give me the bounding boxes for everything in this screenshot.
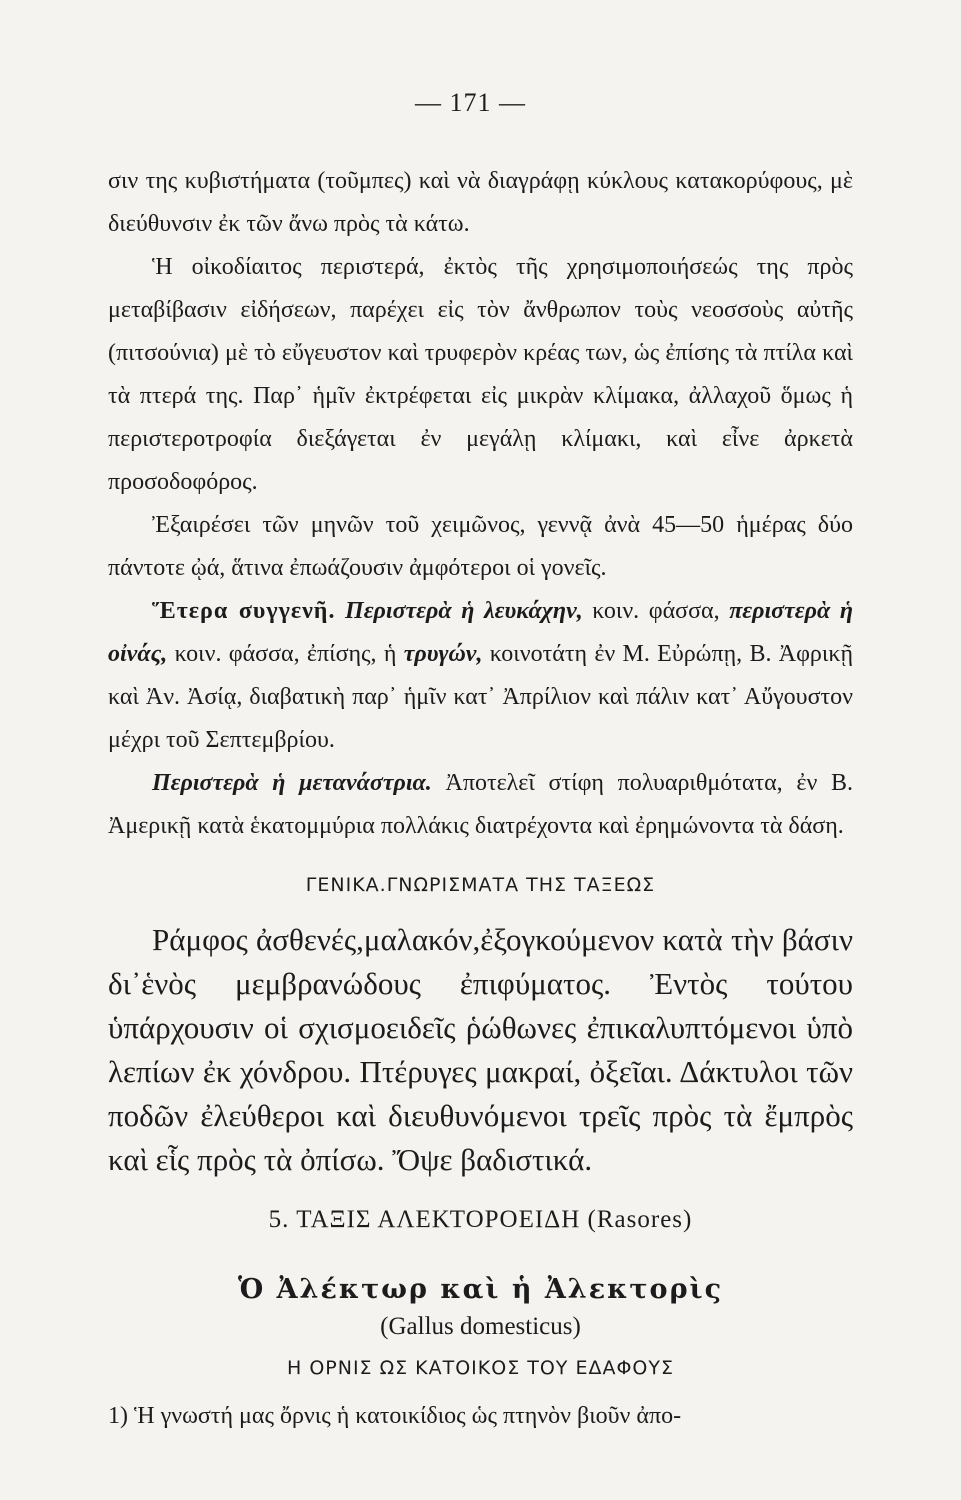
- pigeon-text-block: [108, 160, 853, 848]
- characteristics-heading: ΓΕΝΙΚΑ.ΓΝΩΡΙΣΜΑΤΑ ΤΗΣ ΤΑΞΕΩΣ: [305, 874, 656, 896]
- numbered-paragraph: 1) Ἡ γνωστή μας ὄρνις ἡ κατοικίδιος ὡς πτηνὸν βιοῦν ἀπο-: [108, 1403, 682, 1429]
- paragraph-passenger-pigeon: [108, 762, 853, 848]
- page-number: — 171 —: [415, 88, 526, 117]
- paragraph-breeding: Ἐξαιρέσει τῶν μηνῶν τοῦ χειμῶνος, γεννᾷ ἀνὰ 45—50 ἡμέρας δύο πάντοτε ᾠά, ἅτινα ἐπωάζουσιν ἀμφότεροι οἱ γονεῖς.: [108, 512, 853, 581]
- species-name: περιστερὰ ἡ οἰνάς,: [108, 598, 853, 667]
- species-title: Ὁ Ἀλέκτωρ καὶ ἡ Ἀλεκτορὶς: [237, 1274, 724, 1305]
- paragraph-domestic-pigeon: Ἡ οἰκοδίαιτος περιστερά, ἐκτὸς τῆς χρησιμοποιήσεώς της πρὸς μεταβίβασιν εἰδήσεων, παρέχει εἰς τὸν ἄνθρωπον τοὺς νεοσσοὺς αὐτῆς (πιτσούνια) μὲ τὸ εὔγευστον καὶ τρυφερὸν κρέας των, ὡς ἐπίσης τὰ πτίλα καὶ τὰ πτερά της. Παρ᾿ ἡμῖν ἐκτρέφεται εἰς μικρὰν κλίμακα, ἀλλαχοῦ ὅμως ἡ περιστεροτροφία διεξάγεται ἐν μεγάλῃ κλίμακι, καὶ εἶνε ἀρκετὰ προσοδοφόρος.: [108, 254, 853, 495]
- text-run: κοιν. φάσσα,: [582, 598, 730, 624]
- species-name: τρυγών,: [403, 641, 483, 667]
- species-name: Περιστερὰ ἡ μετανάστρια.: [152, 770, 432, 796]
- related-label: Ἕτερα συγγενῆ.: [152, 598, 336, 624]
- text-run: Ἀποτελεῖ στίφη πολυαριθμότατα, ἐν Β. Ἀμερικῇ κατὰ ἑκατομμύρια πολλάκις διατρέχοντα καὶ ἐρημώνοντα τὰ δάση.: [108, 770, 854, 839]
- text-run: κοινοτάτη ἐν Μ. Εὐρώπῃ, Β. Ἀφρικῇ καὶ Ἀν. Ἀσίᾳ, διαβατικὴ παρ᾿ ἡμῖν κατ᾿ Ἀπρίλιον καὶ πάλιν κατ᾿ Αὔγουστον μέχρι τοῦ Σεπτεμβρίου.: [108, 641, 853, 753]
- text-run: κοιν. φάσσα, ἐπίσης, ἡ: [167, 641, 404, 667]
- book-page: [108, 88, 853, 1430]
- section-subheading: Η ΟΡΝΙΣ ΩΣ ΚΑΤΟΙΚΟΣ ΤΟΥ ΕΔΑΦΟΥΣ: [287, 1357, 674, 1379]
- paragraph-continued: σιν της κυβιστήματα (τοῦμπες) καὶ νὰ διαγράφῃ κύκλους κατακορύφους, μὲ διεύθυνσιν ἐκ τῶν ἄνω πρὸς τὰ κάτω.: [108, 168, 853, 237]
- species-name: Περιστερὰ ἡ λευκάχην,: [345, 598, 583, 624]
- characteristics-text: Ράμφος ἀσθενές,μαλακόν,ἐξογκούμενον κατὰ τὴν βάσιν δι᾿ἑνὸς μεμβρανώδους ἐπιφύματος. Ἐντὸς τούτου ὑπάρχουσιν οἱ σχισμοειδεῖς ῥώθωνες ἐπικαλυπτόμενοι ὑπὸ λεπίων ἐκ χόνδρου. Πτέρυγες μακραί, ὀξεῖαι. Δάκτυλοι τῶν ποδῶν ἐλεύθεροι καὶ διευθυνόμενοι τρεῖς πρὸς τὰ ἔμπρὸς καὶ εἷς πρὸς τὰ ὀπίσω. Ὄψε βαδιστικά.: [108, 922, 853, 1177]
- paragraph-related-species: [108, 590, 853, 762]
- latin-name: (Gallus domesticus): [380, 1313, 581, 1340]
- order-heading: 5. ΤΑΞΙΣ ΑΛΕΚΤΟΡΟΕΙΔΗ (Rasores): [268, 1206, 693, 1233]
